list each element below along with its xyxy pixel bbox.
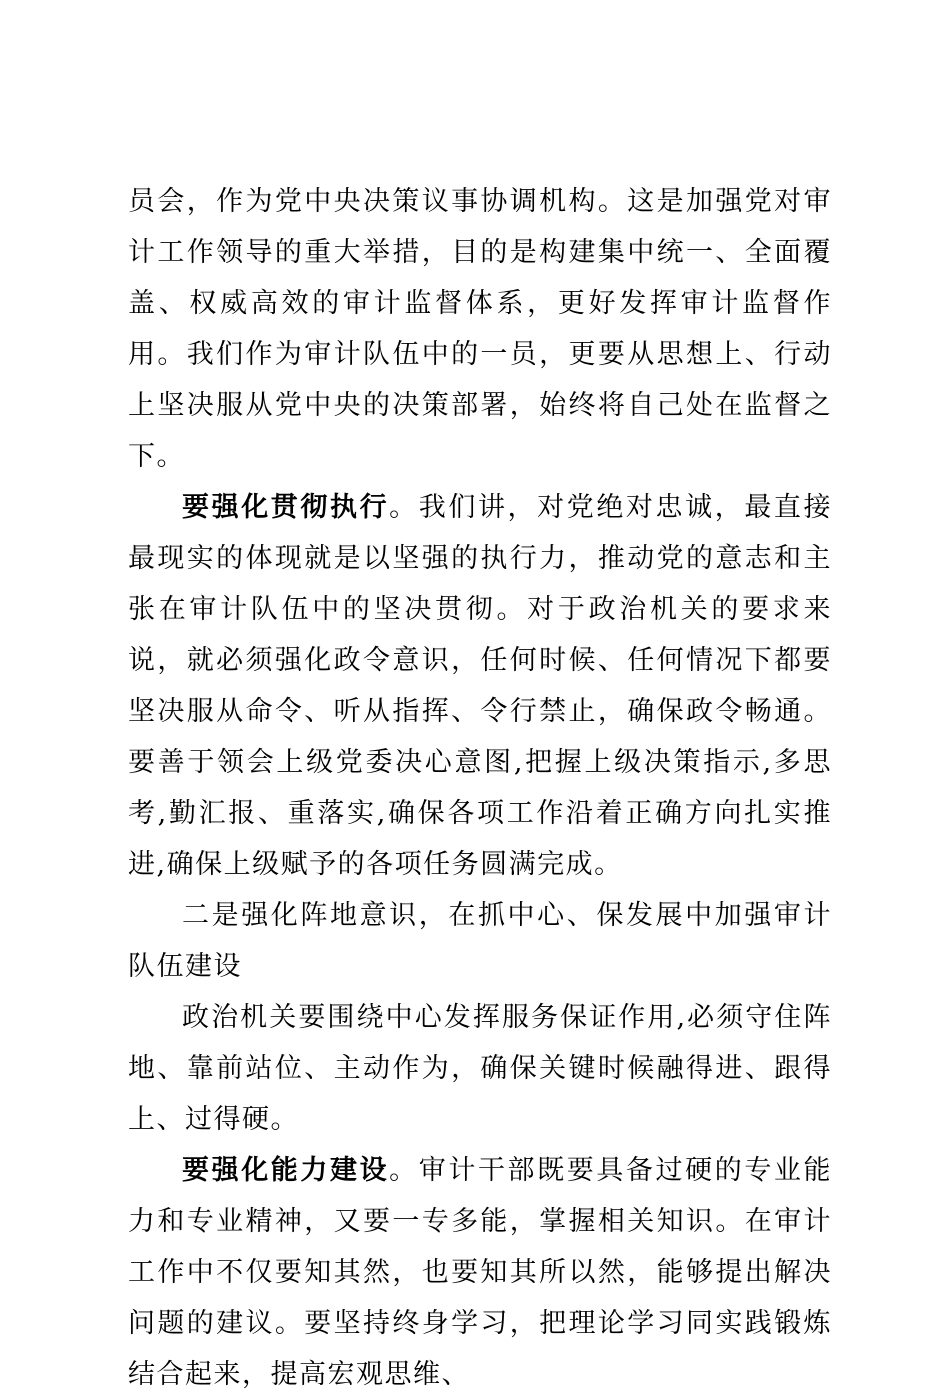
paragraph-1-text: 员会，作为党中央决策议事协调机构。这是加强党对审计工作领导的重大举措，目的是构建集中统一、全面覆盖、权威高效的审计监督体系，更好发挥审计监督作用。我们作为审计队伍中的一员，更要从思想上、行动上坚决服从党中央的决策部署，始终将自己处在监督之下。: [128, 186, 832, 472]
section-heading: [128, 890, 832, 992]
paragraph-1: [128, 176, 832, 482]
paragraph-4-text: 政治机关要围绕中心发挥服务保证作用,必须守住阵地、靠前站位、主动作为，确保关键时候融得进、跟得上、过得硬。: [128, 1002, 832, 1135]
paragraph-5-lead: 要强化能力建设: [182, 1155, 390, 1186]
paragraph-5: [128, 1145, 832, 1400]
paragraph-2-lead: 要强化贯彻执行: [182, 492, 390, 523]
document-body: [128, 176, 832, 1400]
section-heading-text: 二是强化阵地意识，在抓中心、保发展中加强审计队伍建设: [128, 900, 832, 982]
paragraph-2: [128, 482, 832, 890]
paragraph-4: [128, 992, 832, 1145]
paragraph-5-text: 。审计干部既要具备过硬的专业能力和专业精神，又要一专多能，掌握相关知识。在审计工作中不仅要知其然，也要知其所以然，能够提出解决问题的建议。要坚持终身学习，把理论学习同实践锻炼结合起来，提高宏观思维、: [128, 1155, 833, 1390]
paragraph-2-text: 。我们讲，对党绝对忠诚，最直接最现实的体现就是以坚强的执行力，推动党的意志和主张在审计队伍中的坚决贯彻。对于政治机关的要求来说，就必须强化政令意识，任何时候、任何情况下都要坚决服从命令、听从指挥、令行禁止，确保政令畅通。要善于领会上级党委决心意图,把握上级决策指示,多思考,勤汇报、重落实,确保各项工作沿着正确方向扎实推进,确保上级赋予的各项任务圆满完成。: [128, 492, 833, 880]
